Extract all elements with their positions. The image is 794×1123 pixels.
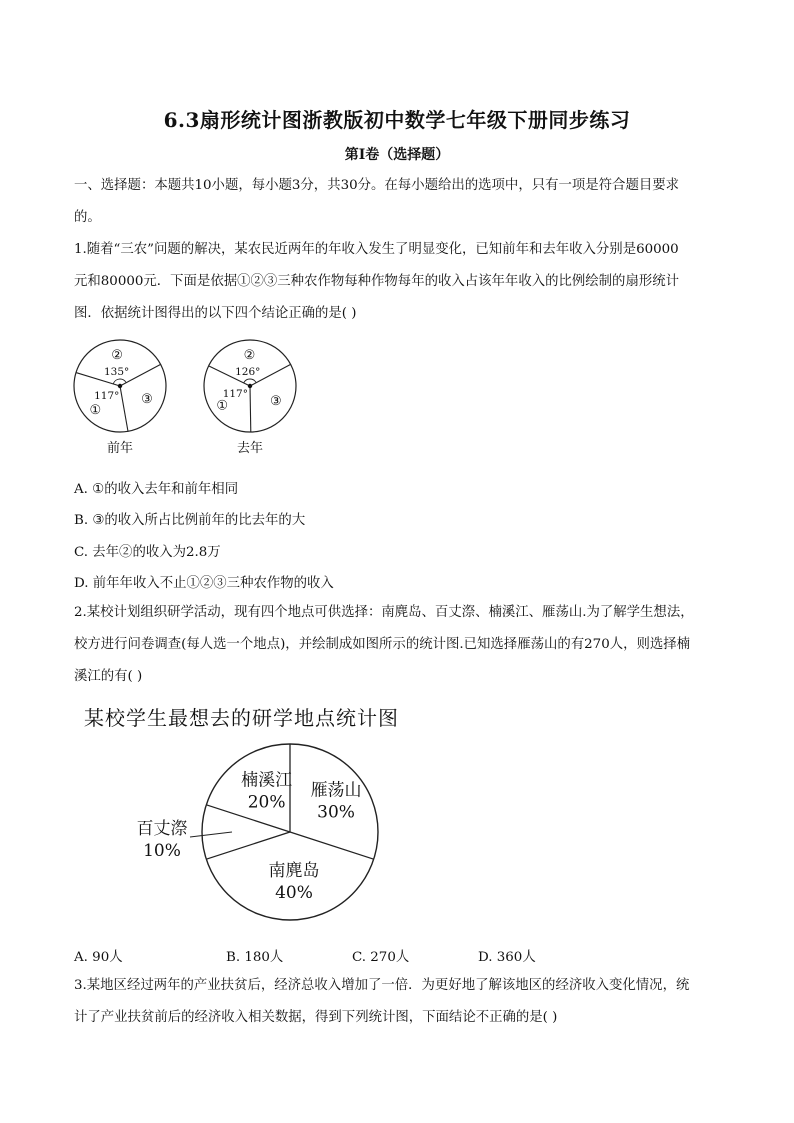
pie-1-slice-3-label: ③ xyxy=(141,392,153,408)
pie-2-slice-3-label: ③ xyxy=(270,394,282,410)
q2-option-d[interactable]: D. 360人 xyxy=(478,950,536,965)
pie-3-slice-1-label: 雁荡山 xyxy=(310,780,362,801)
section-subtitle: 第I卷（选择题） xyxy=(344,147,450,163)
instructions-line-2: 的。 xyxy=(74,210,101,225)
pie-2-slice-1-label: ① xyxy=(216,398,228,414)
pie-2-slice-2-label: ② xyxy=(243,348,256,364)
q1-line-2: 元和80000元．下面是依据①②③三种农作物每种作物每年的收入占该年年收入的比例绘制的扇形统计 xyxy=(74,274,680,289)
question-1-stem xyxy=(74,234,724,330)
pie-1-center-dot xyxy=(118,384,122,388)
pie-1-radius-3 xyxy=(120,386,128,431)
q3-line-2: 计了产业扶贫前后的经济收入相关数据，得到下列统计图，下面结论不正确的是( ) xyxy=(74,1010,558,1025)
pie-3-slice-4-label: 楠溪江 xyxy=(241,770,293,791)
pie-1-slice-1-label: ① xyxy=(89,402,102,418)
pie-3-slice-3-percent: 10% xyxy=(143,841,181,861)
pie-2-radius-3 xyxy=(250,386,251,432)
q2-option-c[interactable]: C. 270人 xyxy=(352,950,410,965)
page-title: 6.3扇形统计图浙教版初中数学七年级下册同步练习 xyxy=(163,108,631,132)
pie-1-slice-2-label: ② xyxy=(111,348,123,364)
pie-3-slice-2-label: 南麂岛 xyxy=(268,861,320,881)
q1-pie-charts xyxy=(70,335,320,463)
q1-option-d[interactable]: D. 前年年收入不止①②③三种农作物的收入 xyxy=(74,576,334,591)
pie-1-angle-2-label: 135° xyxy=(104,366,130,379)
pie-3-slice-2-percent: 40% xyxy=(275,883,313,903)
pie-2-angle-2-label: 126° xyxy=(235,366,261,379)
pie-3-leader-line xyxy=(190,832,232,837)
pie-1-angle-1-label: 117° xyxy=(94,389,120,402)
q2-pie-chart xyxy=(110,742,440,934)
pie-3-radius-3 xyxy=(206,832,290,859)
q2-line-1: 2.某校计划组织研学活动，现有四个地点可供选择：南麂岛、百丈漈、楠溪江、雁荡山.为了解学生想法， xyxy=(74,605,694,620)
q2-line-3: 溪江的有( ) xyxy=(74,669,143,684)
q1-option-b[interactable]: B. ③的收入所占比例前年的比去年的大 xyxy=(74,513,306,528)
pie-3-slice-3-label: 百丈漈 xyxy=(136,819,188,839)
pie-2-center-dot xyxy=(248,384,252,388)
q2-line-2: 校方进行问卷调查(每人选一个地点)，并绘制成如图所示的统计图.已知选择雁荡山的有270人，则选择楠 xyxy=(74,637,691,652)
q1-option-c[interactable]: C. 去年②的收入为2.8万 xyxy=(74,545,221,560)
q1-line-3: 图．依据统计图得出的以下四个结论正确的是( ) xyxy=(74,306,357,321)
question-3-stem xyxy=(74,970,724,1034)
pie-2-angle-arc-2 xyxy=(244,379,256,383)
instructions-line-1: 一、选择题：本题共10小题，每小题3分，共30分。在每小题给出的选项中，只有一项是符合题目要求 xyxy=(74,178,680,193)
pie-2-angle-1-label: 117° xyxy=(222,388,248,401)
q1-line-1: 1.随着“三农”问题的解决，某农民近两年的年收入发生了明显变化，已知前年和去年收入分别是60000 xyxy=(74,242,679,257)
chart-title: 某校学生最想去的研学地点统计图 xyxy=(84,706,399,730)
question-2-stem xyxy=(74,597,724,693)
q2-option-a[interactable]: A. 90人 xyxy=(74,950,123,965)
pie-3-slice-4-percent: 20% xyxy=(247,792,286,813)
q2-option-b[interactable]: B. 180人 xyxy=(226,950,284,965)
q1-option-a[interactable]: A. ①的收入去年和前年相同 xyxy=(74,482,239,497)
pie-3-radius-2 xyxy=(290,832,374,859)
pie-3-slice-1-percent: 30% xyxy=(317,802,355,823)
q3-line-1: 3.某地区经过两年的产业扶贫后，经济总收入增加了一倍．为更好地了解该地区的经济收入变化情况，统 xyxy=(74,978,690,993)
pie-2-caption: 去年 xyxy=(236,441,264,456)
section-instructions xyxy=(74,170,724,234)
pie-1-caption: 前年 xyxy=(106,441,134,456)
